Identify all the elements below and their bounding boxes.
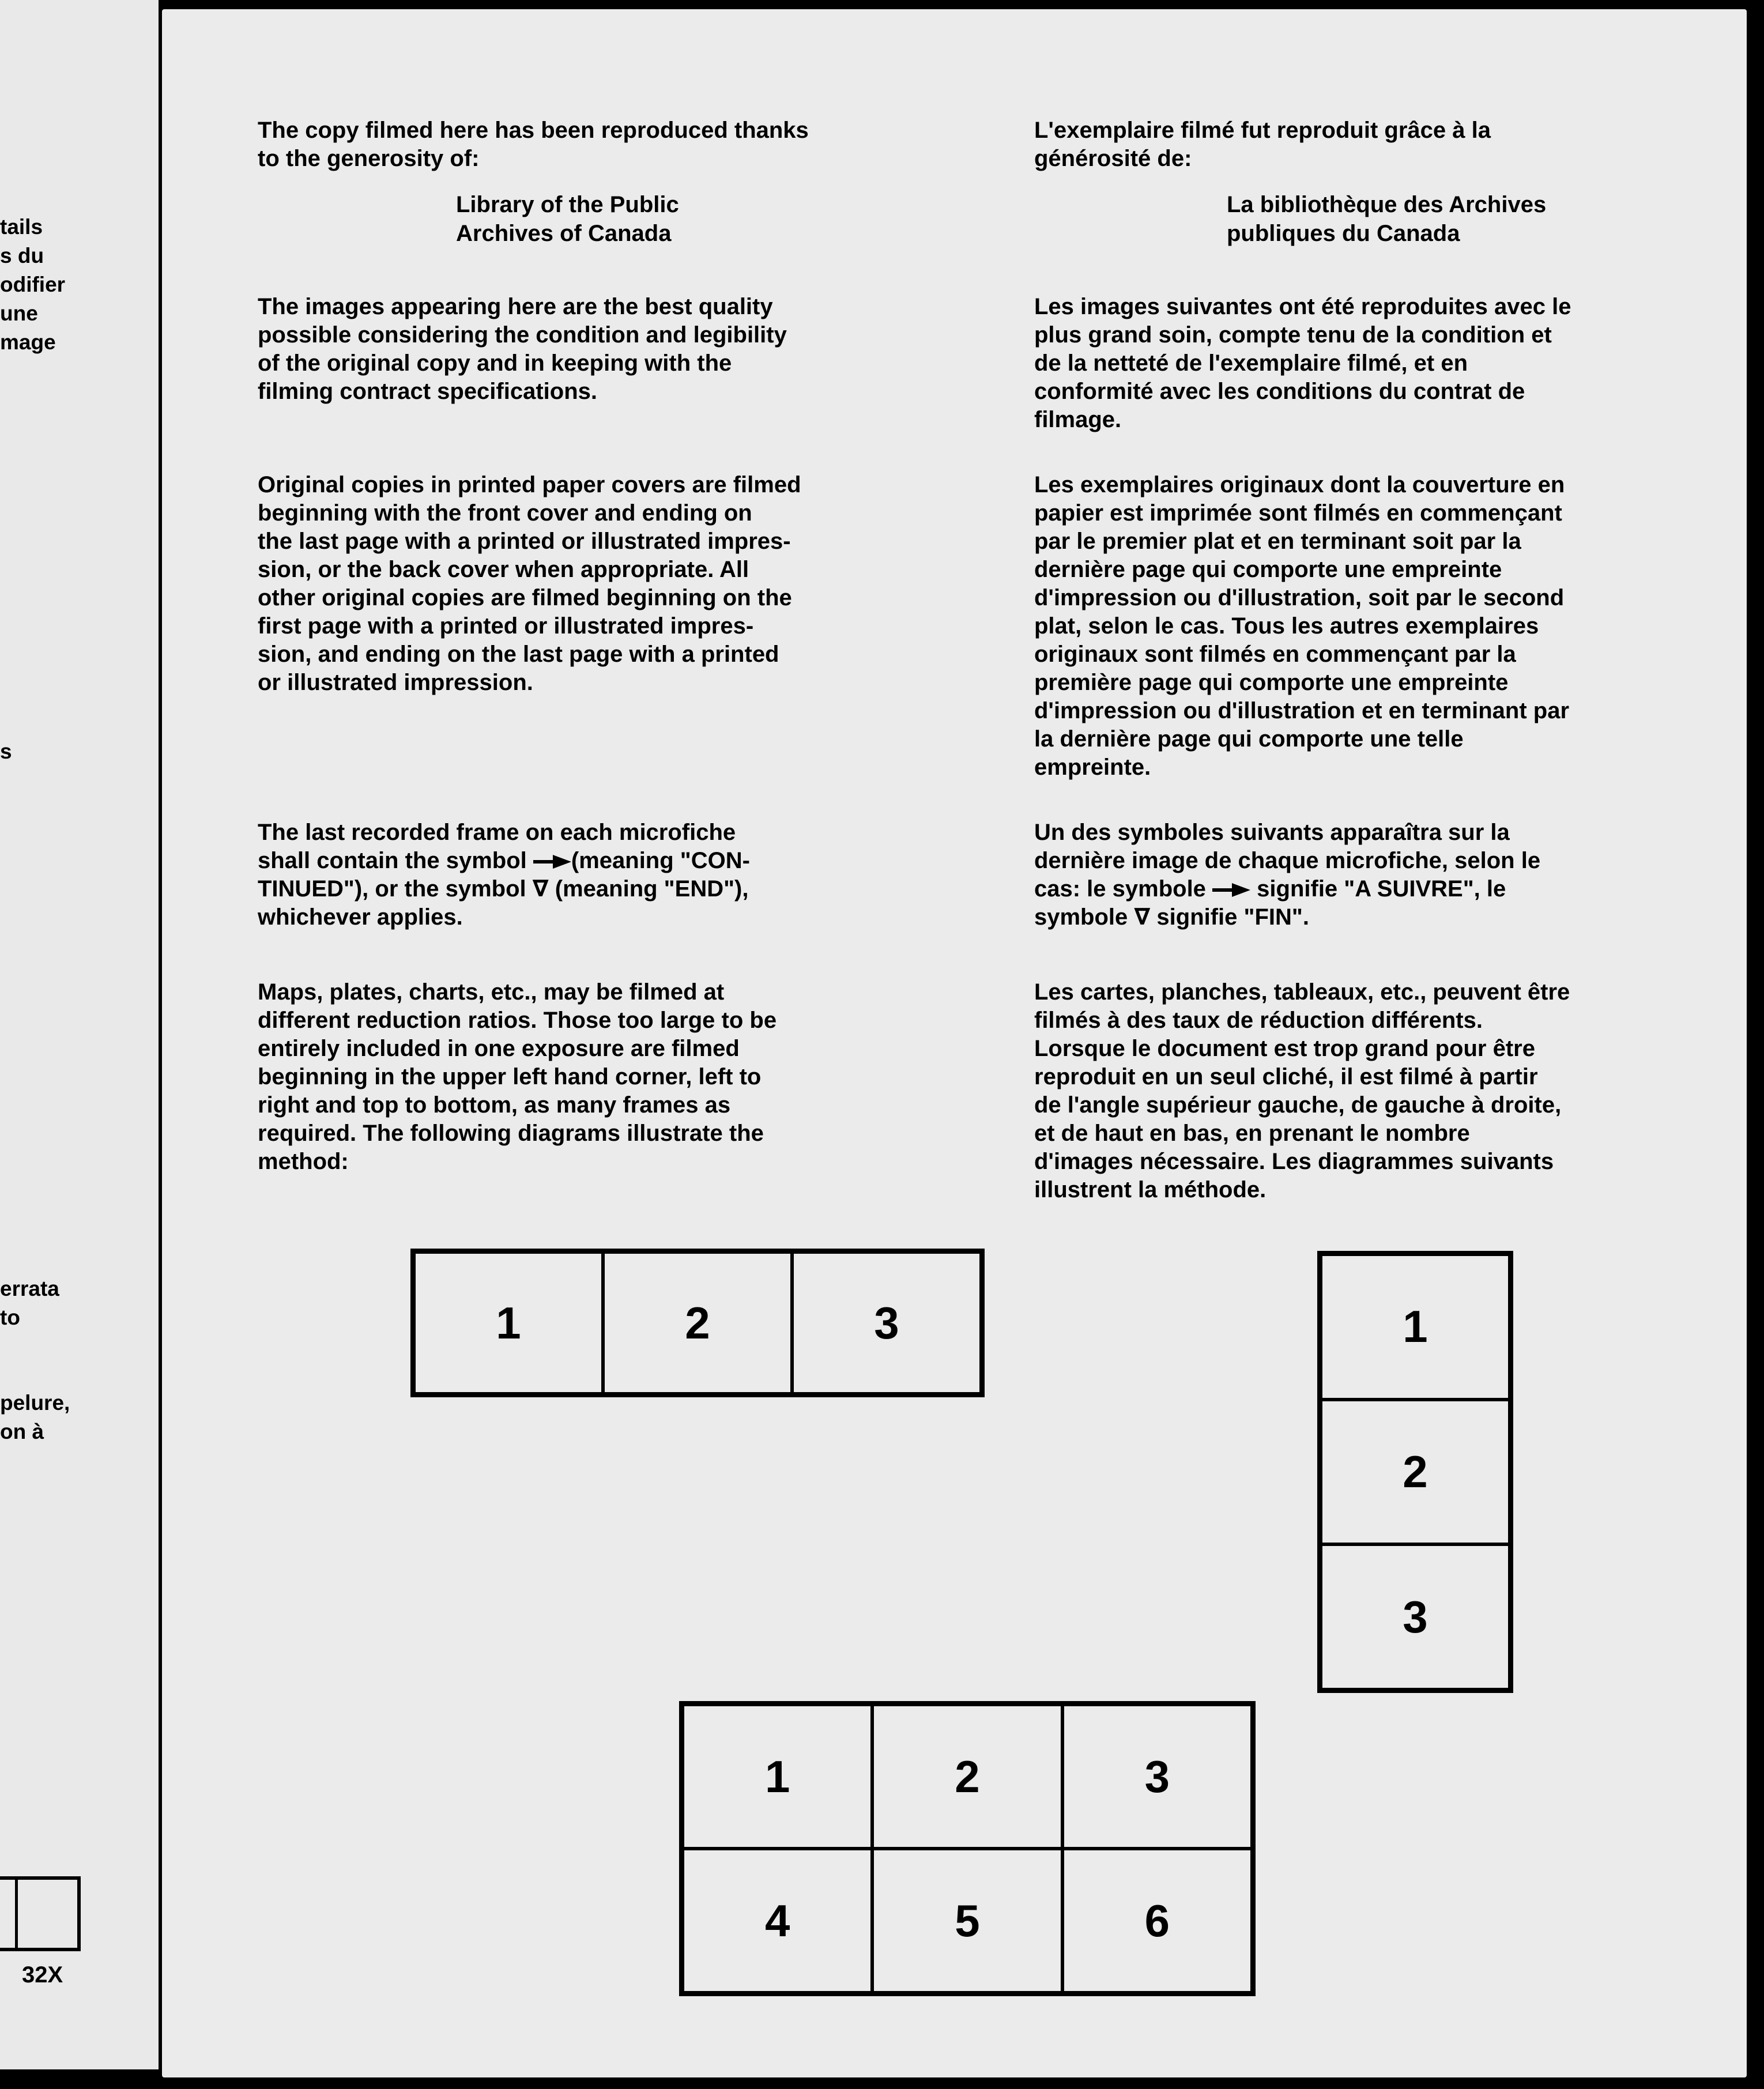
english-quality-paragraph: The images appearing here are the best quality possible considering the condition and legibility of the original copy and in keeping with the filming contract specifications. [258,294,787,404]
english-acknowledgement: The copy filmed here has been reproduced thanks to the generosity of: [258,118,809,171]
french-maps-paragraph: Les cartes, planches, tableaux, etc., peuvent être filmés à des taux de réduction différents. Lorsque le document est trop grand pour être reproduit en un seul cliché, il est filmé à partir de l'angle supérieur gauche, de gauche à droite, et de haut en bas, en prenant le nombre d'images nécessaire. Les diagrammes suivants illustrent la méthode. [1034,979,1570,1202]
diagram-frame: 3 [1062,1705,1252,1849]
french-symbols-text-3: signifie "FIN". [1150,904,1310,930]
diagram-frame: 4 [683,1849,872,1993]
diagram-frame: 3 [792,1252,981,1394]
english-maps-paragraph: Maps, plates, charts, etc., may be filmed at different reduction ratios. Those too large to be entirely included in one exposure are filmed beginning in the upper left hand corner, left to right and top to bottom, as many frames as required. The following diagrams illustrate the method: [258,979,777,1174]
margin-fragment: errata [0,1277,59,1300]
triangle-down-icon: ∇ [532,876,549,902]
margin-fragment: to [0,1306,20,1329]
diagram-frame: 1 [414,1252,603,1394]
horizontal-frames-diagram [410,1249,985,1397]
arrow-icon [1212,883,1250,897]
margin-fragment: une [0,301,38,325]
french-symbols-text-2: signifie "A SUIVRE", le symbole [1034,876,1506,930]
diagram-frame: 6 [1062,1849,1252,1993]
french-symbols-paragraph [1034,819,1714,932]
french-acknowledgement: L'exemplaire filmé fut reproduit grâce à la générosité de: [1034,118,1491,171]
english-symbols-text-1: The last recorded frame on each microfiche shall contain the symbol [258,820,736,873]
english-library-name: Library of the Public Archives of Canada [456,192,679,246]
margin-fragment: odifier [0,273,66,296]
resolution-target-box [0,1876,81,1951]
margin-fragment: on à [0,1420,44,1443]
adjacent-page-margin [0,0,159,2069]
english-symbols-paragraph [258,819,909,932]
triangle-down-icon: ∇ [1134,904,1151,930]
vertical-frames-diagram [1317,1251,1513,1693]
english-symbols-text-2: (meaning "CON- TINUED"), or the symbol [258,848,750,902]
microfiche-target-page [162,9,1747,2077]
diagram-frame: 1 [1321,1254,1510,1400]
french-quality-paragraph: Les images suivantes ont été reproduites avec le plus grand soin, compte tenu de la condition et de la netteté de l'exemplaire filmé, et en conformité avec les conditions du contrat de filmage. [1034,294,1571,432]
margin-fragment: pelure, [0,1391,70,1415]
diagram-frame: 1 [683,1705,872,1849]
reduction-ratio-label: 32X [22,1962,63,1988]
diagram-frame: 3 [1321,1544,1510,1690]
margin-fragment: s du [0,244,44,267]
grid-frames-diagram [679,1701,1256,1996]
diagram-frame: 2 [1321,1400,1510,1545]
diagram-frame: 2 [872,1705,1062,1849]
english-symbols-text-3: (meaning "END"), whichever applies. [258,876,749,930]
arrow-icon [533,855,571,869]
french-library-name: La bibliothèque des Archives publiques du Canada [1227,192,1547,246]
diagram-frame: 5 [872,1849,1062,1993]
margin-fragment: mage [0,330,56,354]
diagram-frame: 2 [603,1252,792,1394]
margin-fragment: tails [0,215,43,239]
resolution-target-divider [15,1880,18,1948]
french-symbols-text-1: Un des symboles suivants apparaîtra sur la dernière image de chaque microfiche, selon le cas: le symbole [1034,820,1541,902]
english-originals-paragraph: Original copies in printed paper covers are filmed beginning with the front cover and ending on the last page with a printed or illustrated impres- sion, or the back cover when appropriate. All other original copies are filmed beginning on the first page with a printed or illustrated impres- sion, and ending on the last page with a printed or illustrated impression. [258,472,801,695]
margin-fragment: s [0,740,12,763]
french-originals-paragraph: Les exemplaires originaux dont la couverture en papier est imprimée sont filmés en commençant par le premier plat et en terminant soit par la dernière page qui comporte une empreinte d'impression ou d'illustration, soit par le second plat, selon le cas. Tous les autres exemplaires originaux sont filmés en commençant par la première page qui comporte une empreinte d'impression ou d'illustration et en terminant par la dernière page qui comporte une telle empreinte. [1034,472,1570,780]
